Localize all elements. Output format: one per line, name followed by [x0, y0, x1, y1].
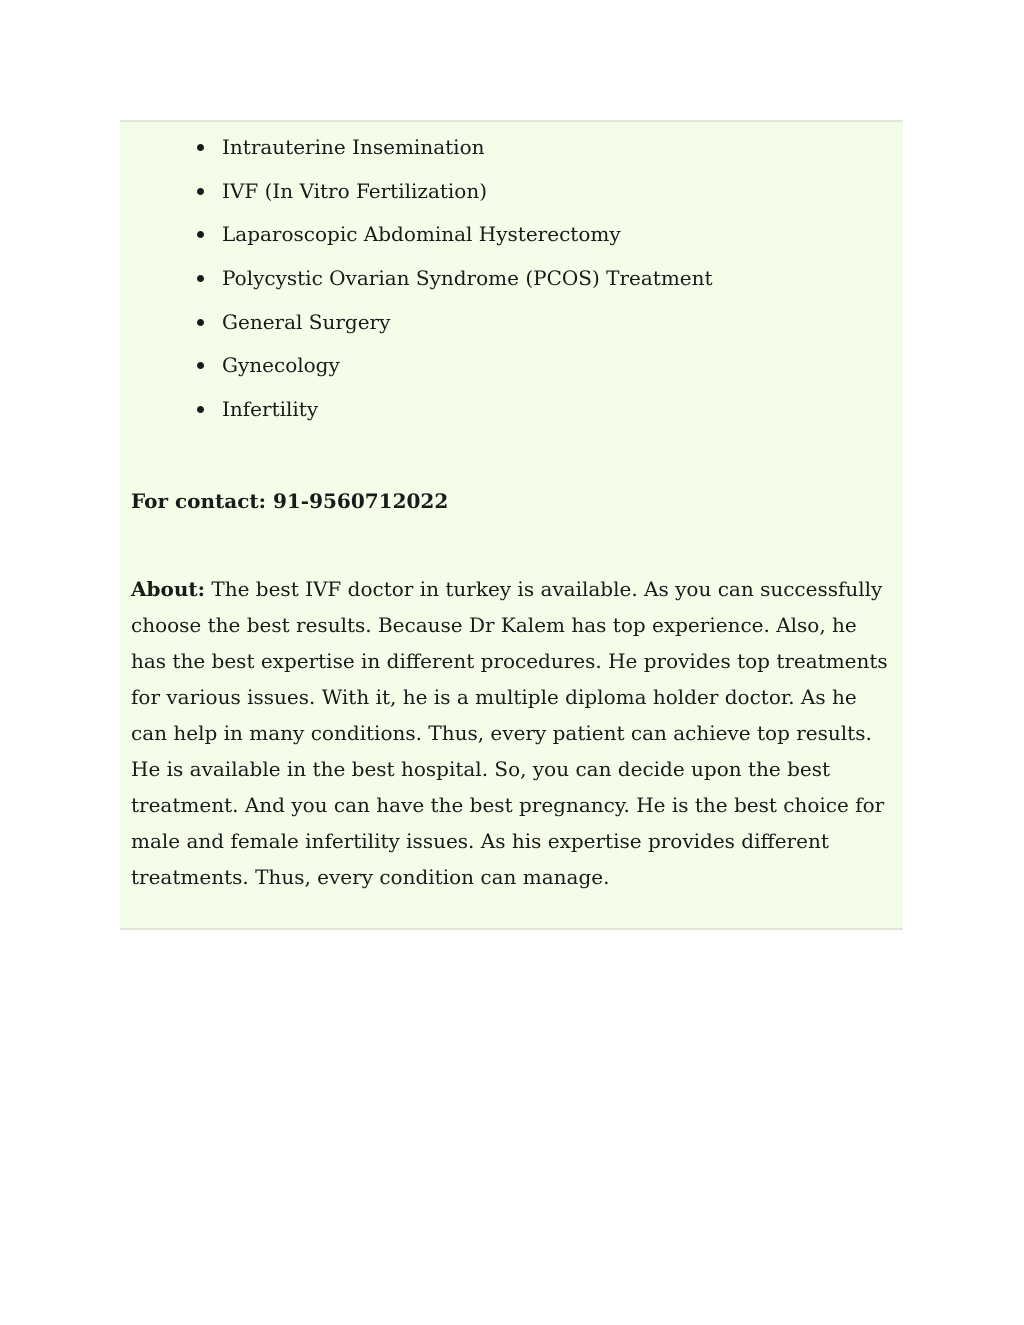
list-item	[190, 132, 713, 176]
about-paragraph	[131, 571, 891, 895]
list-item	[190, 219, 713, 263]
about-text: The best IVF doctor in turkey is available. As you can successfully choose the best results. Because Dr Kalem has top experience. Also, he has the best expertise in different procedures. He provides top treatments for various issues. With it, he is a multiple diploma holder doctor. As he can help in many conditions. Thus, every patient can achieve top results. He is available in the best hospital. So, you can decide upon the best treatment. And you can have the best pregnancy. He is the best choice for male and female infertility issues. As his expertise provides different treatments. Thus, every condition can manage.	[131, 577, 888, 889]
bullet-icon	[197, 188, 204, 195]
bullet-icon	[197, 275, 204, 282]
list-item-text: General Surgery	[222, 309, 391, 334]
bullet-icon	[197, 319, 204, 326]
list-item-text: Polycystic Ovarian Syndrome (PCOS) Treatment	[222, 266, 713, 291]
list-item-text: Gynecology	[222, 353, 340, 378]
list-item	[190, 263, 713, 307]
services-list	[190, 132, 713, 438]
list-item	[190, 350, 713, 394]
contact-line: For contact: 91-9560712022	[131, 489, 449, 513]
bullet-icon	[197, 406, 204, 413]
list-item-text: Laparoscopic Abdominal Hysterectomy	[222, 222, 621, 247]
about-label: About:	[131, 577, 206, 601]
list-item	[190, 307, 713, 351]
list-item-text: Infertility	[222, 397, 319, 422]
content-panel	[120, 120, 903, 930]
bullet-icon	[197, 144, 204, 151]
bullet-icon	[197, 231, 204, 238]
list-item-text: Intrauterine Insemination	[222, 135, 485, 159]
list-item-text: IVF (In Vitro Fertilization)	[222, 178, 488, 203]
list-item	[190, 176, 713, 220]
list-item	[190, 394, 713, 438]
bullet-icon	[197, 362, 204, 369]
